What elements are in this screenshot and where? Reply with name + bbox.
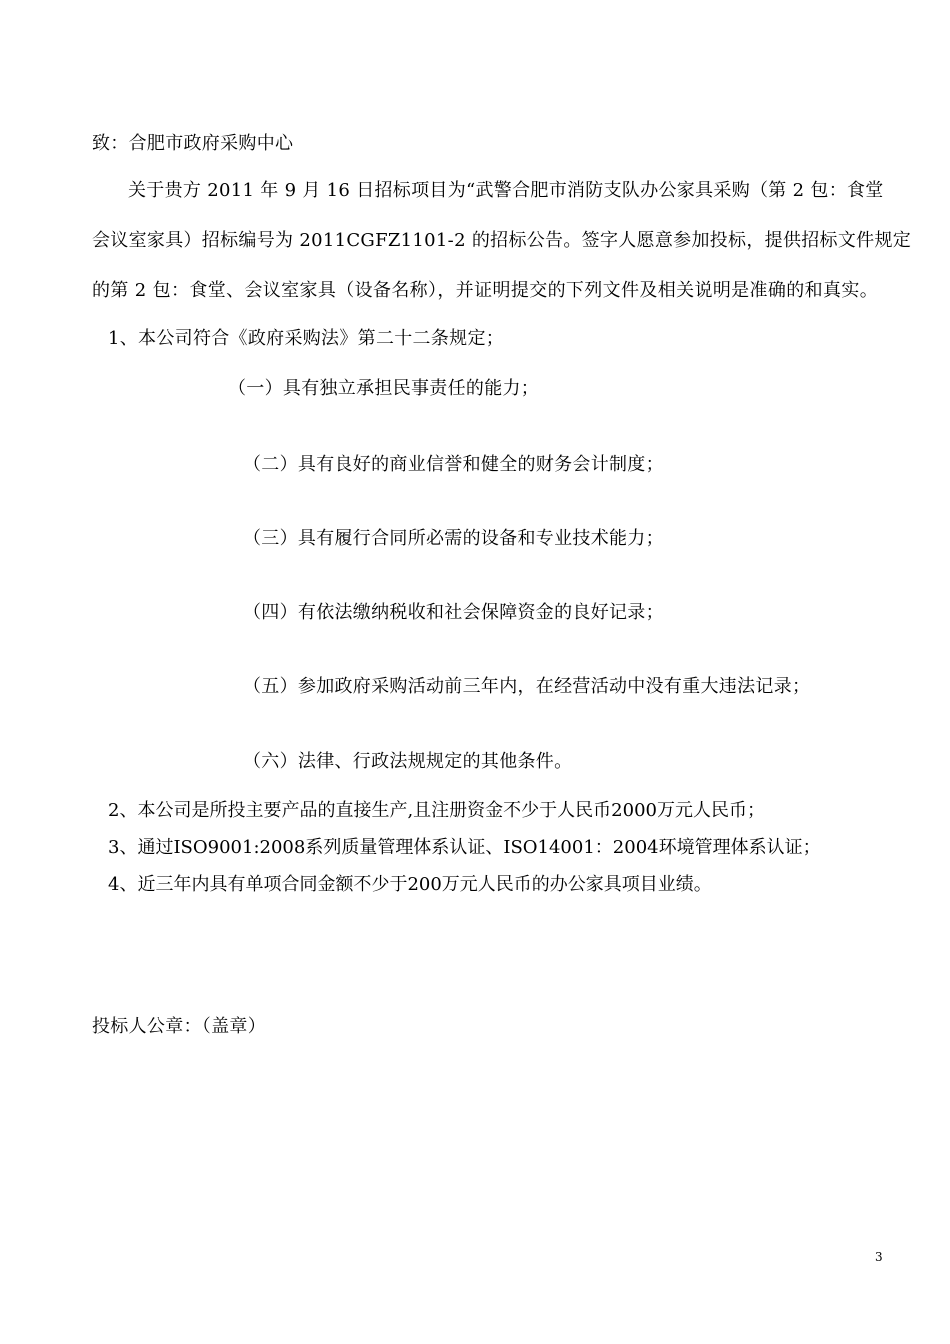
condition-5: （五）参加政府采购活动前三年内，在经营活动中没有重大违法记录；	[243, 676, 811, 697]
addressee: 致：合肥市政府采购中心	[92, 133, 294, 154]
signature-line: 投标人公章：（盖章）	[92, 1016, 266, 1037]
intro-line-2: 会议室家具）招标编号为 2011CGFZ1101-2 的招标公告。签字人愿意参加投标，提供招标文件规定	[92, 230, 912, 251]
intro-line-1: 关于贵方 2011 年 9 月 16 日招标项目为“武警合肥市消防支队办公家具采购（第 2 包：食堂	[128, 180, 884, 201]
condition-6: （六）法律、行政法规规定的其他条件。	[243, 751, 573, 772]
item-3: 3、通过ISO9001:2008系列质量管理体系认证、ISO14001：2004环境管理体系认证；	[108, 837, 821, 858]
condition-3: （三）具有履行合同所必需的设备和专业技术能力；	[243, 528, 664, 549]
condition-4: （四）有依法缴纳税收和社会保障资金的良好记录；	[243, 602, 664, 623]
item-1: 1、本公司符合《政府采购法》第二十二条规定；	[108, 328, 505, 349]
item-2: 2、本公司是所投主要产品的直接生产,且注册资金不少于人民币2000万元人民币；	[108, 800, 765, 821]
page-number: 3	[875, 1250, 883, 1264]
condition-1: （一）具有独立承担民事责任的能力；	[228, 378, 540, 399]
intro-line-3: 的第 2 包：食堂、会议室家具（设备名称），并证明提交的下列文件及相关说明是准确的和真实。	[92, 280, 878, 301]
item-4: 4、近三年内具有单项合同金额不少于200万元人民币的办公家具项目业绩。	[108, 874, 712, 895]
condition-2: （二）具有良好的商业信誉和健全的财务会计制度；	[243, 454, 664, 475]
